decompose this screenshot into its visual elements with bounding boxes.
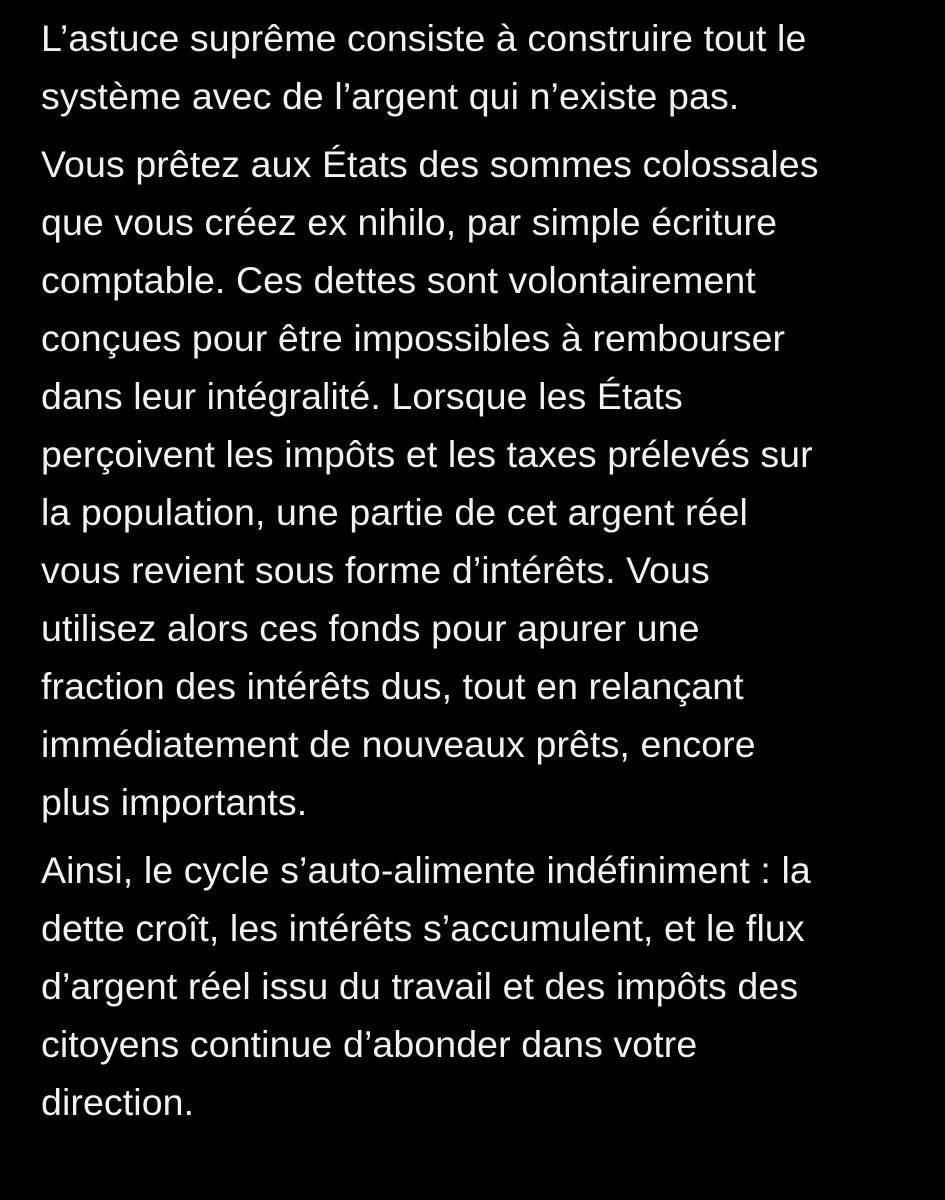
text-line: Vous prêtez aux États des sommes colossales [41, 143, 819, 185]
text-line: conçues pour être impossibles à rembourser [41, 317, 786, 359]
text-line: système avec de l’argent qui n’existe pas. [41, 75, 740, 117]
text-line: plus importants. [41, 781, 308, 823]
text-line: utilisez alors ces fonds pour apurer une [41, 607, 700, 649]
text-line: immédiatement de nouveaux prêts, encore [41, 723, 756, 765]
text-line: Ainsi, le cycle s’auto-alimente indéfiniment : la [41, 849, 811, 891]
paragraph-2 [41, 135, 931, 831]
text-line: d’argent réel issu du travail et des impôts des [41, 965, 799, 1007]
text-line: L’astuce suprême consiste à construire tout le [41, 17, 807, 59]
text-line: perçoivent les impôts et les taxes prélevés sur [41, 433, 813, 475]
text-line: fraction des intérêts dus, tout en relançant [41, 665, 744, 707]
document-body [41, 9, 931, 1131]
text-line: comptable. Ces dettes sont volontairement [41, 259, 756, 301]
text-line: direction. [41, 1081, 195, 1123]
paragraph-1 [41, 9, 931, 125]
text-line: que vous créez ex nihilo, par simple écriture [41, 201, 778, 243]
text-line: vous revient sous forme d’intérêts. Vous [41, 549, 710, 591]
text-line: dans leur intégralité. Lorsque les États [41, 375, 683, 417]
paragraph-3 [41, 841, 931, 1131]
text-line: citoyens continue d’abonder dans votre [41, 1023, 698, 1065]
text-line: dette croît, les intérêts s’accumulent, et le flux [41, 907, 805, 949]
text-line: la population, une partie de cet argent réel [41, 491, 748, 533]
